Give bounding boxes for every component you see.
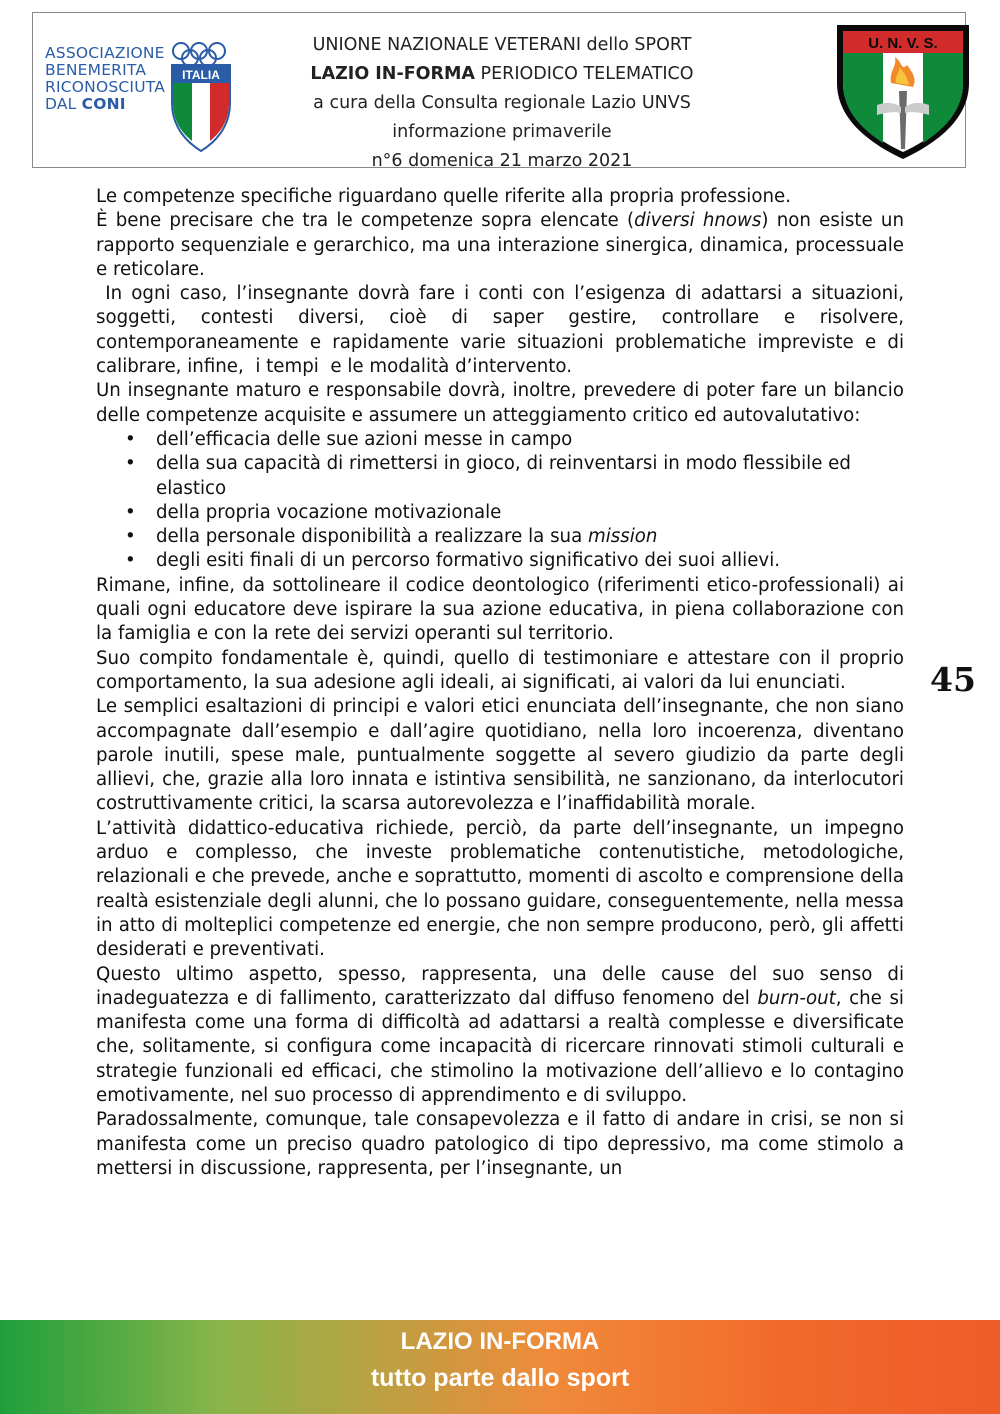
header-line-3: a cura della Consulta regionale Lazio UNVS [313, 93, 691, 113]
coni-logo-text: ASSOCIAZIONE BENEMERITA RICONOSCIUTA DAL CONI [45, 44, 166, 113]
paragraph: Suo compito fondamentale è, quindi, quello di testimoniare e attestare con il proprio comportamento, la sua adesione agli ideali, ai significati, ai valori da lui enunciati. [96, 647, 904, 693]
article-body [96, 185, 910, 1181]
unvs-label: U. N. V. S. [868, 35, 938, 52]
paragraph: L’attività didattico-educativa richiede, perciò, da parte dell’insegnante, un impegno arduo e complesso, che investe problematiche contenutistiche, metodologiche, relazionali e che prevede, anche e soprattutto, momenti di ascolto e comprensione della realtà esistenziale degli alunni, che lo possano guidare, conseguentemente, nella messa in atto di molteplici competenze ed energie, che non sempre producono, però, gli affetti desiderati e preventivati. [96, 817, 904, 961]
list-item: • degli esiti finali di un percorso formativo significativo dei suoi allievi. [156, 549, 904, 573]
page-footer [0, 1320, 1000, 1414]
italia-shield-icon [170, 63, 232, 153]
list-item: • della sua capacità di rimettersi in gioco, di reinventarsi in modo flessibile ed elastico [156, 452, 904, 501]
paragraph: Un insegnante maturo e responsabile dovrà, inoltre, prevedere di poter fare un bilancio delle competenze acquisite e assumere un atteggiamento critico ed autovalutativo: [96, 380, 904, 426]
footer-title: LAZIO IN-FORMA [400, 1328, 600, 1355]
italia-label: ITALIA [182, 68, 220, 82]
page-header [32, 12, 966, 171]
header-line-1: UNIONE NAZIONALE VETERANI dello SPORT [312, 35, 692, 55]
coni-logo [45, 41, 257, 156]
list-item: • della personale disponibilità a realizzare la sua mission [156, 525, 904, 549]
paragraph: Questo ultimo aspetto, spesso, rappresenta, una delle cause del suo senso di inadeguatezza e di fallimento, caratterizzato dal diffuso fenomeno del burn-out, che si manifesta come una forma di difficoltà ad adattarsi a realtà complesse e diversificate che, solitamente, si configura come incapacità di ricercare rinnovati stimoli culturali e strategie funzionali ed efficaci, che stimolino la motivazione dell’allievo e lo contagino emotivamente, nel suo processo di apprendimento e di sviluppo. [96, 963, 904, 1106]
page-number: 45 [930, 660, 976, 699]
paragraph: In ogni caso, l’insegnante dovrà fare i conti con l’esigenza di adattarsi a situazioni, soggetti, contesti diversi, cioè di saper gestire, controllare e risolvere, contemporaneamente e rapidamente varie situazioni problematiche impreviste e di calibrare, infine, i tempi e le modalità d’intervento. [96, 283, 910, 378]
header-title-block [263, 31, 741, 176]
header-line-4: informazione primaverile [392, 122, 612, 142]
paragraph: Paradossalmente, comunque, tale consapevolezza e il fatto di andare in crisi, se non si manifesta come un preciso quadro patologico di tipo depressivo, ma come stimolo a mettersi in discussione, rappresenta, per l’insegnante, un [96, 1109, 904, 1179]
header-line-2: LAZIO IN-FORMA PERIODICO TELEMATICO [310, 64, 694, 84]
header-line-5: n°6 domenica 21 marzo 2021 [371, 151, 633, 171]
bullet-list [96, 428, 904, 574]
list-item: • della propria vocazione motivazionale [156, 501, 904, 525]
list-item: • dell’efficacia delle sue azioni messe in campo [156, 428, 904, 452]
footer-tagline: tutto parte dallo sport [370, 1364, 630, 1392]
paragraph: Le semplici esaltazioni di principi e valori etici enunciata dell’insegnante, che non siano accompagnate dall’esempio e dall’agire quotidiano, nella loro incoerenza, diventano parole inutili, spese male, puntualmente soggette al severo giudizio da parte degli allievi, che, grazie alla loro innata e istintiva sensibilità, ne sanzionano, da interlocutori costruttivamente critici, la scarsa autorevolezza e l’inaffidabilità morale. [96, 696, 904, 815]
unvs-shield-icon [833, 21, 973, 161]
paragraph: Le competenze specifiche riguardano quelle riferite alla propria professione. [96, 186, 791, 207]
paragraph: Rimane, infine, da sottolineare il codice deontologico (riferimenti etico-professionali) ai quali ogni educatore deve ispirare la sua azione educativa, in piena collaborazione con la famiglia e con la rete dei servizi operanti sul territorio. [96, 574, 904, 645]
paragraph: È bene precisare che tra le competenze sopra elencate (diversi hnows) non esiste un rapporto sequenziale e gerarchico, ma una interazione sinergica, dinamica, processuale e reticolare. [96, 210, 904, 280]
